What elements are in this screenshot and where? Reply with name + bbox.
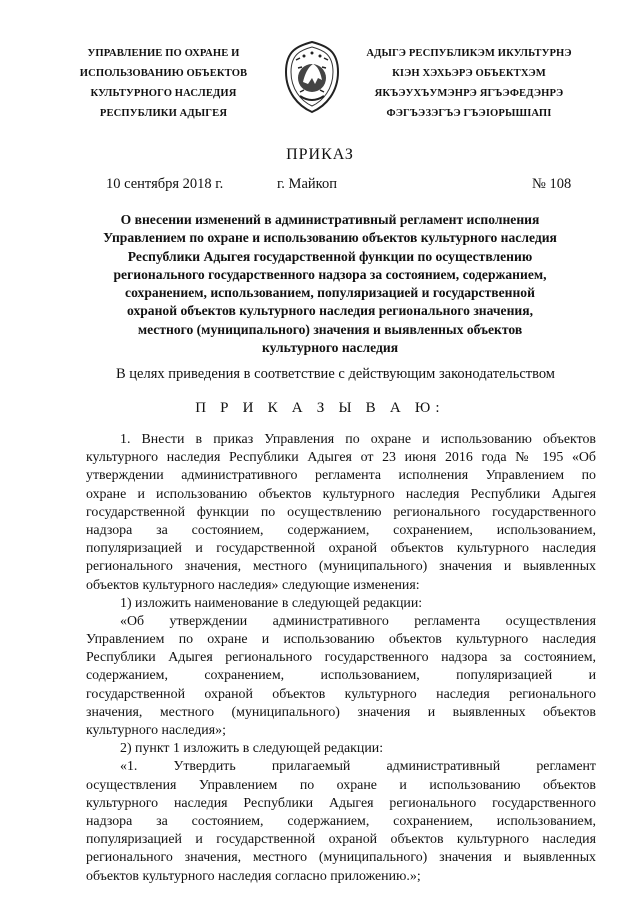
- body-line: популяризацией и государственной охраной объектов культурного наследия: [86, 541, 596, 557]
- body-line: 1) изложить наименование в следующей редакции:: [120, 595, 423, 611]
- body-line: культурного наследия Республики Адыгея от 23 июня 2016 года № 195 «Об: [86, 450, 596, 466]
- subject-line: сохранением, использованием, популяризацией и государственной: [125, 285, 535, 301]
- subject-line: культурного наследия: [261, 340, 399, 356]
- body-line: осуществления Управлением по охране и использованию объектов: [86, 777, 596, 793]
- body-line: охране и использованию объектов культурного наследия Республики Адыгея: [86, 486, 596, 502]
- preamble: В целях приведения в соответствие с действующим законодательством: [116, 366, 555, 382]
- body-line: культурного наследия»;: [86, 723, 226, 738]
- subject-line: Управлением по охране и использованию объектов культурного наследия: [103, 230, 557, 246]
- body-line: регионального значения, местного (муниципального) значения и выявленных: [86, 559, 596, 575]
- body-line: государственной функции по осуществлению регионального государственного: [86, 504, 596, 520]
- body-line: содержанием, сохранением, использованием, популяризацией и: [86, 668, 596, 684]
- body-line: культурного наследия Республики Адыгея регионального государственного: [86, 795, 596, 811]
- body-line: популяризацией и государственной охраной объектов культурного наследия: [86, 832, 596, 848]
- body-line: «1. Утвердить прилагаемый административный регламент: [120, 759, 596, 775]
- subject-line: охраной объектов культурного наследия регионального значения,: [126, 303, 533, 319]
- body-line: значения, местного (муниципального) значения и выявленных объектов: [86, 704, 596, 720]
- body-line: объектов культурного наследия» следующие изменения:: [86, 577, 420, 593]
- header-line: АДЫГЭ РЕСПУБЛИКЭМ ИКУЛЬТУРНЭ: [366, 48, 572, 59]
- subject-line: О внесении изменений в административный регламент исполнения: [120, 212, 540, 227]
- coat-of-arms-icon: [282, 40, 342, 114]
- document-city: г. Майкоп: [277, 176, 337, 192]
- document-date: 10 сентября 2018 г.: [106, 176, 224, 192]
- header-line: УПРАВЛЕНИЕ ПО ОХРАНЕ И: [87, 48, 240, 59]
- document-title: ПРИКАЗ: [286, 146, 354, 163]
- body-line: Республики Адыгея регионального государственного надзора за состоянием,: [86, 650, 596, 666]
- header-line: КУЛЬТУРНОГО НАСЛЕДИЯ: [90, 88, 237, 99]
- document-subject: [80, 211, 580, 357]
- subject-line: местного (муниципального) значения и выявленных объектов: [137, 321, 523, 337]
- subject-line: Республики Адыгея государственной функции по осуществлению: [127, 248, 533, 264]
- body-line: надзора за состоянием, содержанием, сохранением, использованием,: [86, 522, 596, 538]
- agency-name-adyghe: [353, 44, 585, 124]
- body-line: регионального значения, местного (муниципального) значения и выявленных: [86, 850, 596, 866]
- document-body: [86, 431, 596, 886]
- header-line: РЕСПУБЛИКИ АДЫГЕЯ: [99, 108, 228, 119]
- body-line: надзора за состоянием, содержанием, сохранением, использованием,: [86, 813, 596, 829]
- header-line: ФЭГЪЭЗЭГЪЭ ГЪЭІОРЫШІАПІ: [386, 108, 552, 119]
- header-line: КІЭН ХЭХЬЭРЭ ОБЪЕКТХЭМ: [392, 68, 546, 79]
- order-heading: П Р И К А З Ы В А Ю:: [195, 400, 445, 416]
- document-number: № 108: [532, 176, 572, 192]
- body-line: 1. Внести в приказ Управления по охране и использованию объектов: [120, 432, 596, 447]
- agency-name-russian: [56, 44, 271, 124]
- body-line: «Об утверждении административного регламента осуществления: [120, 613, 596, 629]
- body-line: объектов культурного наследия согласно приложению.»;: [86, 868, 421, 884]
- body-line: государственной охраной объектов культурного наследия регионального: [86, 686, 596, 702]
- header-line: ЯКЪЭУХЪУМЭНРЭ ЯГЪЭФЕДЭНРЭ: [374, 88, 564, 99]
- body-line: утверждении административного регламента исполнения Управлением по: [86, 468, 596, 484]
- body-line: Управлением по охране и использованию объектов культурного наследия: [86, 632, 596, 648]
- header-line: ИСПОЛЬЗОВАНИЮ ОБЪЕКТОВ: [79, 68, 248, 79]
- subject-line: регионального государственного надзора за состоянием, содержанием,: [113, 266, 547, 282]
- body-line: 2) пункт 1 изложить в следующей редакции:: [120, 741, 384, 757]
